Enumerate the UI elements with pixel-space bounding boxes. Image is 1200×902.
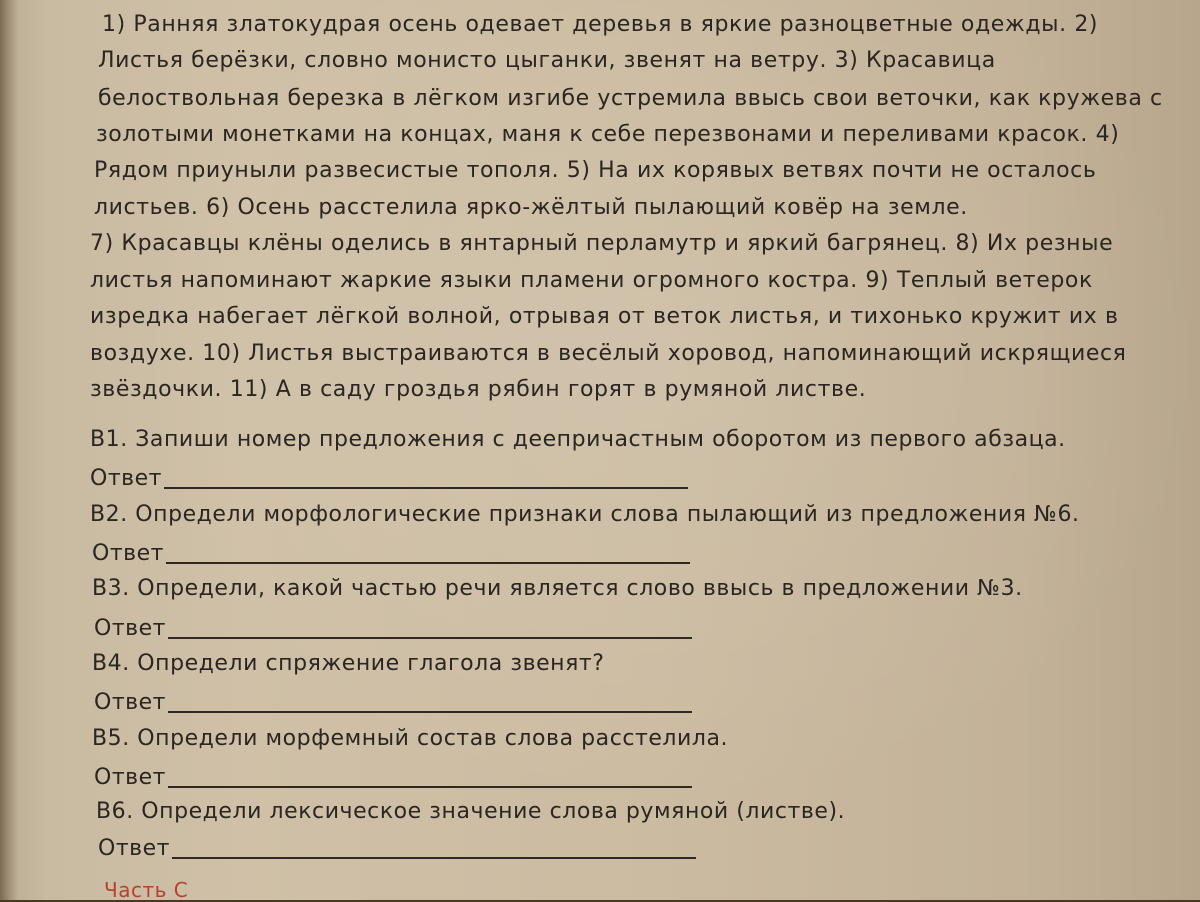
answer-label: Ответ xyxy=(94,765,166,790)
answer-label: Ответ xyxy=(92,541,164,566)
text-line: Листья берёзки, словно монисто цыганки, звенят на ветру. 3) Красавица xyxy=(98,48,996,73)
question-text: В5. Определи морфемный состав слова расстелила. xyxy=(92,726,729,751)
answer-row[interactable] xyxy=(94,759,692,789)
section-heading-part-c: Часть С xyxy=(104,878,189,902)
text-line: листья напоминают жаркие языки пламени огромного костра. 9) Теплый ветерок xyxy=(90,268,1093,293)
answer-blank-line[interactable] xyxy=(164,487,688,489)
answer-blank-line[interactable] xyxy=(168,711,692,713)
answer-label: Ответ xyxy=(90,466,162,491)
answer-row[interactable] xyxy=(92,535,690,565)
paper-shadow-edge xyxy=(0,0,18,900)
answer-label: Ответ xyxy=(98,836,170,861)
text-line: листьев. 6) Осень расстелила ярко-жёлтый пылающий ковёр на земле. xyxy=(94,195,968,220)
question-text: В3. Определи, какой частью речи является слово ввысь в предложении №3. xyxy=(92,576,1023,601)
text-line: Рядом приуныли развесистые тополя. 5) На их корявых ветвях почти не осталось xyxy=(94,158,1097,183)
answer-label: Ответ xyxy=(94,690,166,715)
answer-row[interactable] xyxy=(98,830,696,860)
answer-row[interactable] xyxy=(90,460,688,490)
question-text: В4. Определи спряжение глагола звенят? xyxy=(92,651,605,676)
answer-label: Ответ xyxy=(94,616,166,641)
question-text: В6. Определи лексическое значение слова румяной (листве). xyxy=(96,799,846,824)
question-text: В2. Определи морфологические признаки слова пылающий из предложения №6. xyxy=(90,502,1080,527)
text-line: золотыми монетками на концах, маня к себе перезвонами и переливами красок. 4) xyxy=(96,122,1120,147)
answer-blank-line[interactable] xyxy=(168,637,692,639)
answer-row[interactable] xyxy=(94,610,692,640)
answer-blank-line[interactable] xyxy=(172,857,696,859)
text-line: белоствольная березка в лёгком изгибе устремила ввысь свои веточки, как кружева с xyxy=(98,86,1163,111)
answer-blank-line[interactable] xyxy=(166,562,690,564)
text-line: звёздочки. 11) А в саду гроздья рябин горят в румяной листве. xyxy=(90,377,867,402)
question-text: В1. Запиши номер предложения с деепричастным оборотом из первого абзаца. xyxy=(90,427,1066,452)
text-line: изредка набегает лёгкой волной, отрывая от веток листья, и тихонько кружит их в xyxy=(90,304,1119,329)
text-line: 7) Красавцы клёны оделись в янтарный перламутр и яркий багрянец. 8) Их резные xyxy=(90,231,1114,256)
answer-blank-line[interactable] xyxy=(168,786,692,788)
answer-row[interactable] xyxy=(94,684,692,714)
text-line: 1) Ранняя златокудрая осень одевает деревья в яркие разноцветные одежды. 2) xyxy=(102,12,1099,37)
text-line: воздухе. 10) Листья выстраиваются в весёлый хоровод, напоминающий искрящиеся xyxy=(90,341,1127,366)
